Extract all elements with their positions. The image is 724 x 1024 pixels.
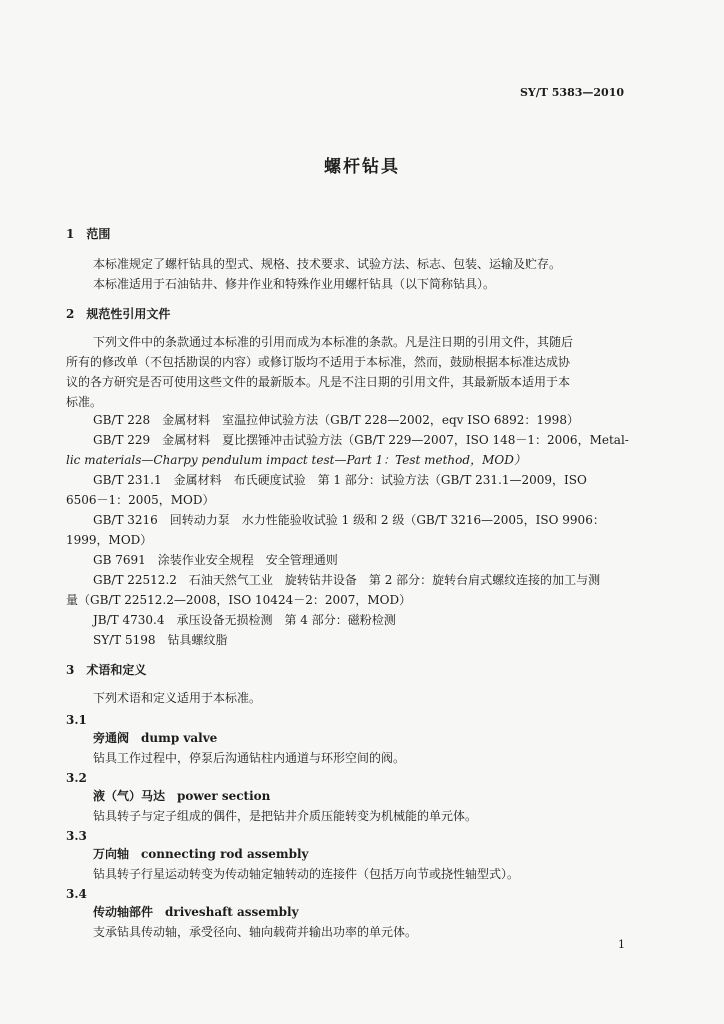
reference-line: GB/T 231.1 金属材料 布氏硬度试验 第 1 部分：试验方法（GB/T 231.1—2009，ISO — [93, 473, 587, 487]
section-2-intro-line: 下列文件中的条款通过本标准的引用而成为本标准的条款。凡是注日期的引用文件，其随后 — [93, 335, 574, 349]
section-2-intro-line: 标准。 — [66, 395, 103, 409]
reference-line: GB 7691 涂装作业安全规程 安全管理通则 — [93, 553, 338, 567]
term-definition: 钻具转子与定子组成的偶件，是把钻井介质压能转变为机械能的单元体。 — [93, 809, 478, 823]
section-2-heading: 2 规范性引用文件 — [66, 307, 171, 321]
page-number: 1 — [618, 938, 625, 951]
term-number: 3.2 — [66, 771, 87, 785]
reference-line: GB/T 228 金属材料 室温拉伸试验方法（GB/T 228—2002，eqv ISO 6892：1998） — [93, 413, 579, 427]
section-1-heading: 1 范围 — [66, 227, 111, 241]
section-3-heading: 3 术语和定义 — [66, 663, 147, 677]
term-name: 万向轴 connecting rod assembly — [93, 847, 309, 861]
term-definition: 钻具工作过程中，停泵后沟通钻柱内通道与环形空间的阀。 — [93, 751, 406, 765]
section-1-paragraph: 本标准适用于石油钻井、修井作业和特殊作业用螺杆钻具（以下简称钻具）。 — [93, 277, 496, 291]
reference-line: 6506－1：2005，MOD） — [66, 493, 215, 507]
standard-number: SY/T 5383—2010 — [519, 86, 624, 99]
document-title: 螺杆钻具 — [324, 157, 400, 177]
reference-line: JB/T 4730.4 承压设备无损检测 第 4 部分：磁粉检测 — [93, 613, 396, 627]
term-number: 3.4 — [66, 887, 87, 901]
term-name: 旁通阀 dump valve — [93, 731, 218, 745]
reference-line: SY/T 5198 钻具螺纹脂 — [93, 633, 228, 647]
section-2-intro-line: 议的各方研究是否可使用这些文件的最新版本。凡是不注日期的引用文件，其最新版本适用于本 — [66, 375, 571, 389]
reference-line: lic materials—Charpy pendulum impact test—Part 1：Test method，MOD） — [66, 453, 526, 467]
section-1-paragraph: 本标准规定了螺杆钻具的型式、规格、技术要求、试验方法、标志、包装、运输及贮存。 — [93, 257, 562, 271]
reference-line: 1999，MOD） — [66, 533, 153, 547]
term-number: 3.1 — [66, 713, 87, 727]
term-name: 传动轴部件 driveshaft assembly — [93, 905, 299, 919]
section-3-intro: 下列术语和定义适用于本标准。 — [93, 691, 262, 705]
section-2-intro-line: 所有的修改单（不包括勘误的内容）或修订版均不适用于本标准，然而，鼓励根据本标准达成协 — [66, 355, 571, 369]
term-definition: 钻具转子行星运动转变为传动轴定轴转动的连接件（包括万向节或挠性轴型式）。 — [93, 867, 520, 881]
term-number: 3.3 — [66, 829, 87, 843]
term-definition: 支承钻具传动轴，承受径向、轴向载荷并输出功率的单元体。 — [93, 925, 418, 939]
reference-line: GB/T 229 金属材料 夏比摆锤冲击试验方法（GB/T 229—2007，ISO 148－1：2006，Metal- — [93, 433, 629, 447]
reference-line: 量（GB/T 22512.2—2008，ISO 10424－2：2007，MOD） — [66, 593, 412, 607]
reference-line: GB/T 3216 回转动力泵 水力性能验收试验 1 级和 2 级（GB/T 3216—2005，ISO 9906： — [93, 513, 605, 527]
term-name: 液（气）马达 power section — [93, 789, 271, 803]
reference-line: GB/T 22512.2 石油天然气工业 旋转钻井设备 第 2 部分：旋转台肩式螺纹连接的加工与测 — [93, 573, 601, 587]
